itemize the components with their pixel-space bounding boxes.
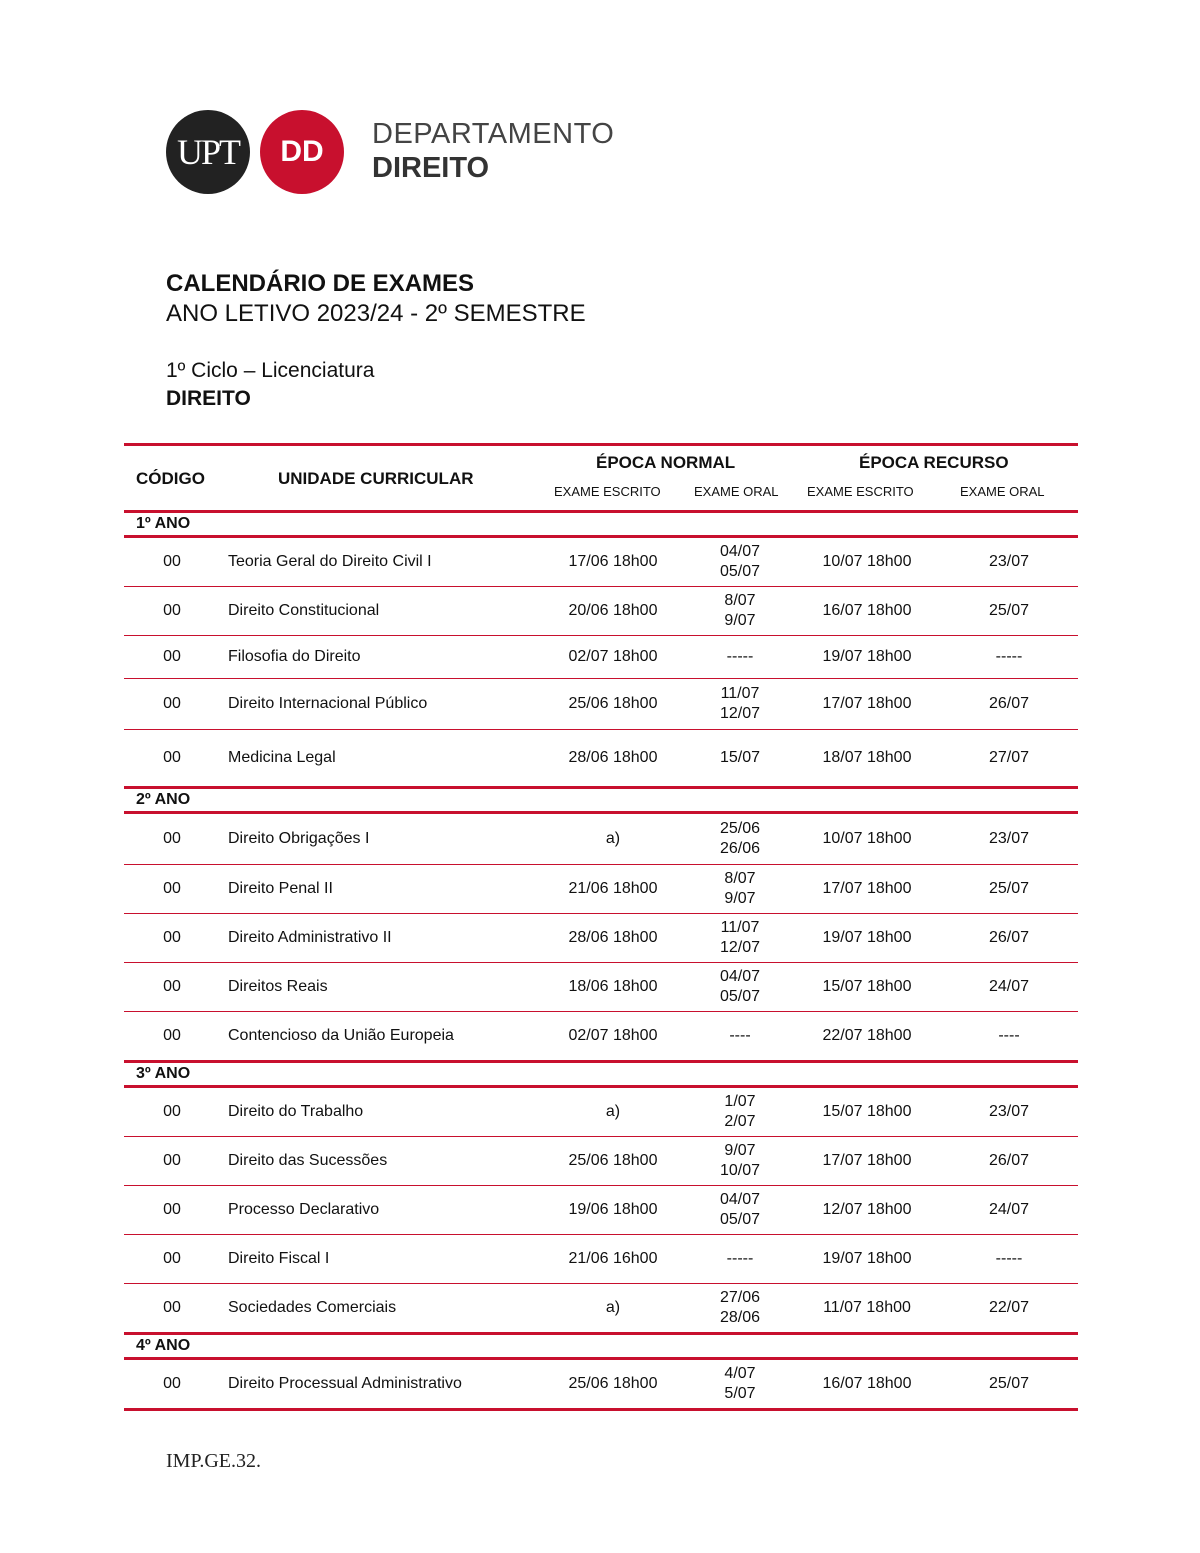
cell-unit: Contencioso da União Europeia [228,1027,454,1044]
cell-normal-oral [688,591,792,631]
cell-recurso-oral: 24/07 [988,1201,1030,1218]
cell-recurso-oral: 23/07 [988,553,1030,570]
cell-normal-escrito: a) [605,1299,621,1316]
cell-normal-oral [688,1026,792,1046]
department-brand [372,120,614,183]
cell-code: 00 [163,1299,181,1316]
oral-date: 9/07 [724,1142,756,1159]
cell-normal-escrito: 19/06 18h00 [568,1201,658,1218]
cell-unit: Filosofia do Direito [228,648,361,665]
cell-recurso-oral: 23/07 [988,1103,1030,1120]
table-row [124,814,1078,865]
cell-recurso-oral: 26/07 [988,929,1030,946]
oral-date: 04/07 [719,968,761,985]
oral-date: 9/07 [724,612,756,629]
header-epoca-normal: ÉPOCA NORMAL [596,453,736,472]
header-recurso-oral: EXAME ORAL [960,484,1045,499]
oral-date: 12/07 [719,939,761,956]
table-row [124,1235,1078,1284]
cell-recurso-escrito: 10/07 18h00 [822,830,912,847]
cell-normal-escrito: 21/06 18h00 [568,880,658,897]
header-recurso-escrito: EXAME ESCRITO [807,484,914,499]
year-label: 3º ANO [124,1063,1078,1088]
cell-code: 00 [163,1152,181,1169]
cell-unit: Direito das Sucessões [228,1152,388,1169]
table-row [124,1284,1078,1335]
oral-date: 04/07 [719,543,761,560]
table-row [124,1088,1078,1137]
cell-recurso-escrito: 15/07 18h00 [822,1103,912,1120]
cell-recurso-escrito: 17/07 18h00 [822,1152,912,1169]
cell-normal-oral [688,542,792,582]
oral-date: ---- [729,1027,751,1044]
form-code: IMP.GE.32. [166,1450,262,1472]
cell-code: 00 [163,1027,181,1044]
cell-code: 00 [163,1103,181,1120]
cell-recurso-escrito: 19/07 18h00 [822,929,912,946]
cell-normal-escrito: 20/06 18h00 [568,602,658,619]
oral-date: 25/06 [719,820,761,837]
cell-recurso-oral: 23/07 [988,830,1030,847]
cell-normal-oral [688,869,792,909]
cell-code: 00 [163,880,181,897]
cell-normal-oral [688,967,792,1007]
header-normal-escrito: EXAME ESCRITO [554,484,661,499]
cell-code: 00 [163,1201,181,1218]
cell-unit: Teoria Geral do Direito Civil I [228,553,432,570]
cell-code: 00 [163,602,181,619]
oral-date: 9/07 [724,890,756,907]
cell-unit: Direito Administrativo II [228,929,392,946]
oral-date: 1/07 [724,1093,756,1110]
cell-unit: Processo Declarativo [228,1201,380,1218]
page-title: CALENDÁRIO DE EXAMES [166,270,475,297]
cell-code: 00 [163,749,181,766]
cell-recurso-oral: ----- [995,648,1023,665]
oral-date: 12/07 [719,705,761,722]
oral-date: 28/06 [719,1309,761,1326]
cell-normal-escrito: 17/06 18h00 [568,553,658,570]
oral-date: ----- [726,648,754,665]
oral-date: 11/07 [720,685,760,702]
year-label: 2º ANO [124,789,1078,814]
cell-code: 00 [163,978,181,995]
oral-date: 04/07 [719,1191,761,1208]
cell-recurso-oral: ---- [998,1027,1020,1044]
cell-normal-escrito: 21/06 16h00 [568,1250,658,1267]
cell-code: 00 [163,648,181,665]
cell-code: 00 [163,553,181,570]
cell-code: 00 [163,1375,181,1392]
oral-date: 2/07 [724,1113,756,1130]
cell-unit: Direito Internacional Público [228,695,428,712]
cell-normal-escrito: 28/06 18h00 [568,929,658,946]
cell-recurso-escrito: 11/07 18h00 [823,1299,911,1316]
cell-recurso-escrito: 17/07 18h00 [822,695,912,712]
cell-recurso-oral: 26/07 [988,695,1030,712]
cell-unit: Sociedades Comerciais [228,1299,397,1316]
cell-normal-escrito: a) [605,1103,621,1120]
cell-normal-escrito: 25/06 18h00 [568,695,658,712]
oral-date: 27/06 [719,1289,761,1306]
cell-unit: Direitos Reais [228,978,328,995]
cell-normal-escrito: a) [605,830,621,847]
oral-date: 8/07 [724,870,756,887]
brand-line-1: DEPARTAMENTO [372,118,615,150]
cell-recurso-escrito: 17/07 18h00 [822,880,912,897]
table-row [124,587,1078,636]
oral-date: 05/07 [719,563,761,580]
cell-normal-escrito: 02/07 18h00 [568,1027,658,1044]
cell-unit: Medicina Legal [228,749,336,766]
cell-recurso-escrito: 16/07 18h00 [822,1375,912,1392]
cell-recurso-escrito: 10/07 18h00 [822,553,912,570]
cell-normal-escrito: 02/07 18h00 [568,648,658,665]
cell-normal-oral [688,1288,792,1328]
oral-date: 11/07 [720,919,760,936]
oral-date: 05/07 [719,988,761,1005]
table-row [124,1186,1078,1235]
cell-recurso-oral: 25/07 [988,1375,1030,1392]
cell-code: 00 [163,830,181,847]
cell-normal-escrito: 25/06 18h00 [568,1375,658,1392]
table-row [124,1137,1078,1186]
cell-normal-oral [688,918,792,958]
dd-logo-circle: DD [260,110,344,194]
table-row [124,730,1078,789]
header-unit: UNIDADE CURRICULAR [278,469,474,488]
table-body [124,513,1078,1411]
cell-recurso-oral: ----- [995,1250,1023,1267]
oral-date: 15/07 [719,749,761,766]
year-label: 1º ANO [124,513,1078,538]
cell-unit: Direito do Trabalho [228,1103,364,1120]
oral-date: 8/07 [724,592,756,609]
oral-date: 4/07 [724,1365,756,1382]
table-row [124,538,1078,587]
table-row [124,963,1078,1012]
cell-normal-escrito: 28/06 18h00 [568,749,658,766]
cell-recurso-escrito: 22/07 18h00 [822,1027,912,1044]
cell-normal-oral [688,1141,792,1181]
cell-recurso-escrito: 16/07 18h00 [822,602,912,619]
cell-normal-oral [688,1092,792,1132]
cell-recurso-escrito: 19/07 18h00 [822,648,912,665]
cycle-label: 1º Ciclo – Licenciatura [166,359,375,382]
cell-normal-escrito: 18/06 18h00 [568,978,658,995]
cell-unit: Direito Constitucional [228,602,380,619]
course-label: DIREITO [166,387,251,410]
cell-unit: Direito Fiscal I [228,1250,330,1267]
oral-date: 26/06 [719,840,761,857]
header-epoca-recurso: ÉPOCA RECURSO [859,453,1009,472]
cell-normal-oral [688,748,792,768]
table-row [124,1012,1078,1063]
oral-date: 5/07 [724,1385,756,1402]
cell-recurso-oral: 26/07 [988,1152,1030,1169]
cell-recurso-escrito: 19/07 18h00 [822,1250,912,1267]
document-header [166,270,586,414]
cell-normal-oral [688,1190,792,1230]
cell-normal-oral [688,819,792,859]
cell-recurso-escrito: 15/07 18h00 [822,978,912,995]
oral-date: ----- [726,1250,754,1267]
cell-recurso-escrito: 18/07 18h00 [822,749,912,766]
cell-recurso-oral: 25/07 [988,880,1030,897]
cell-unit: Direito Obrigações I [228,830,370,847]
page-subtitle: ANO LETIVO 2023/24 - 2º SEMESTRE [166,300,586,327]
cell-normal-oral [688,1249,792,1269]
year-label: 4º ANO [124,1335,1078,1360]
cell-recurso-oral: 25/07 [988,602,1030,619]
brand-line-2: DIREITO [372,152,490,184]
upt-logo-circle: UPT [166,110,250,194]
table-row [124,679,1078,730]
cell-unit: Direito Penal II [228,880,333,897]
exam-table [124,443,1078,1411]
oral-date: 10/07 [719,1162,761,1179]
cell-code: 00 [163,1250,181,1267]
cell-recurso-oral: 22/07 [988,1299,1030,1316]
cell-normal-oral [688,684,792,724]
table-row [124,865,1078,914]
cell-recurso-oral: 24/07 [988,978,1030,995]
table-row [124,914,1078,963]
header-code: CÓDIGO [136,469,205,488]
cell-code: 00 [163,929,181,946]
cell-normal-oral [688,1364,792,1404]
cell-recurso-oral: 27/07 [988,749,1030,766]
table-header [124,443,1078,513]
cell-normal-oral [688,647,792,667]
cell-code: 00 [163,695,181,712]
cell-normal-escrito: 25/06 18h00 [568,1152,658,1169]
cell-unit: Direito Processual Administrativo [228,1375,462,1392]
header-normal-oral: EXAME ORAL [694,484,779,499]
oral-date: 05/07 [719,1211,761,1228]
table-row [124,1360,1078,1411]
table-row [124,636,1078,679]
cell-recurso-escrito: 12/07 18h00 [822,1201,912,1218]
